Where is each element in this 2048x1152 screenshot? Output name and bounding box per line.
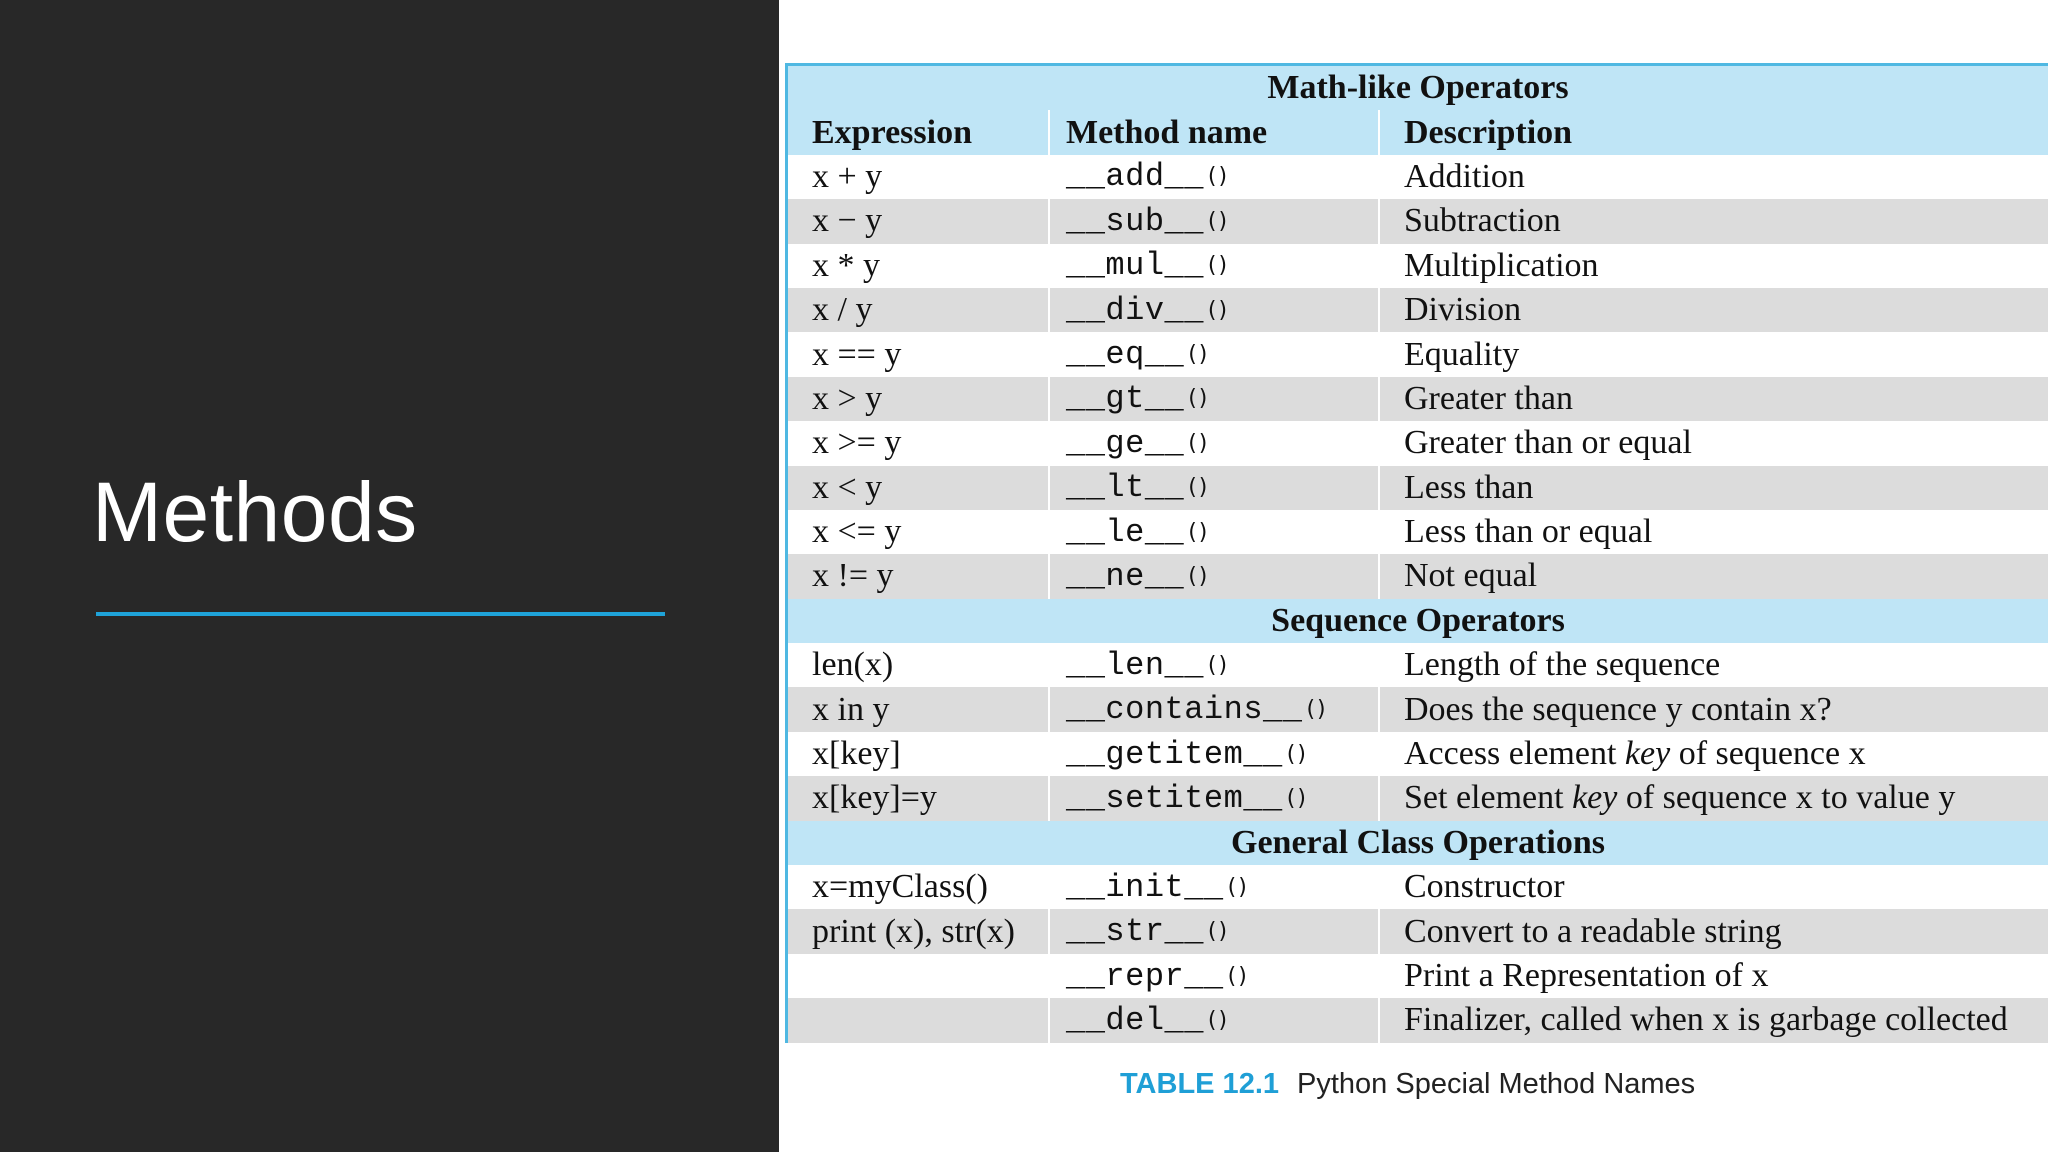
table-row [788,865,2048,909]
description-cell: Greater than [1378,377,2048,421]
table-row [788,554,2048,598]
method-name: __init__ [1066,868,1224,906]
method-parens: () [1188,563,1210,589]
method-name-cell [1048,909,1378,953]
description-cell: Multiplication [1378,244,2048,288]
method-parens: () [1207,208,1230,234]
expression-cell: x + y [812,157,883,195]
expression-cell: x / y [812,291,873,329]
expression-cell: x * y [812,246,880,284]
method-name-cell [1048,998,1378,1042]
method-name: __str__ [1066,913,1204,951]
method-parens: () [1207,652,1230,678]
description-cell: Less than [1378,466,2048,510]
table-caption-label: TABLE 12.1 [1120,1068,1280,1100]
table-row [788,155,2048,199]
table-row [788,909,2048,953]
description-cell: Length of the sequence [1378,643,2048,687]
method-name-cell [1048,377,1378,421]
expression-cell: x > y [812,379,883,417]
method-name-cell [1048,466,1378,510]
method-name: __contains__ [1066,691,1303,729]
table-section-header: General Class Operations [788,821,2048,865]
method-parens: () [1188,475,1210,501]
description-cell: Does the sequence y contain x? [1378,687,2048,731]
method-name: __getitem__ [1066,735,1283,773]
method-name-cell [1048,199,1378,243]
method-name: __le__ [1066,513,1185,551]
method-name: __ne__ [1066,557,1185,595]
method-parens: () [1188,342,1210,368]
expression-cell: x[key] [812,735,901,773]
column-header-method-name: Method name [1048,110,1378,154]
method-name: __gt__ [1066,380,1185,418]
expression-cell: x − y [812,202,883,240]
method-parens: () [1188,519,1210,545]
method-name-cell [1048,155,1378,199]
title-underline [96,612,665,616]
method-parens: () [1306,697,1328,723]
method-parens: () [1286,741,1308,767]
method-name: __del__ [1066,1001,1204,1039]
table-row [788,377,2048,421]
table-row [788,244,2048,288]
method-name: __len__ [1066,646,1204,684]
expression-cell: x <= y [812,513,902,551]
expression-cell: x < y [812,468,883,506]
table-row [788,421,2048,465]
description-cell: Finalizer, called when x is garbage collected [1378,998,2048,1042]
description-cell: Convert to a readable string [1378,909,2048,953]
method-name-cell [1048,332,1378,376]
column-header-expression: Expression [812,113,972,151]
method-parens: () [1207,297,1230,323]
method-parens: () [1207,919,1230,945]
description-cell: Access element key of sequence x [1378,732,2048,776]
method-name: __setitem__ [1066,779,1283,817]
description-cell: Equality [1378,332,2048,376]
table-row [788,466,2048,510]
method-parens: () [1207,1007,1230,1033]
method-name-cell [1048,732,1378,776]
method-name-cell [1048,687,1378,731]
table-section-header: Math-like Operators [788,66,2048,110]
description-cell: Print a Representation of x [1378,954,2048,998]
expression-cell: print (x), str(x) [812,912,1016,950]
description-cell: Subtraction [1378,199,2048,243]
table-row [788,199,2048,243]
description-cell: Less than or equal [1378,510,2048,554]
table-caption-text: Python Special Method Names [1297,1068,1696,1100]
description-cell: Division [1378,288,2048,332]
special-methods-table [785,63,2048,1043]
method-name-cell [1048,288,1378,332]
table-row [788,288,2048,332]
expression-cell: x == y [812,335,902,373]
title-panel [0,0,779,1152]
expression-cell: x=myClass() [812,868,988,906]
method-name: __repr__ [1066,957,1224,995]
method-name: __sub__ [1066,202,1204,240]
method-name: __add__ [1066,158,1204,196]
description-cell: Not equal [1378,554,2048,598]
method-name-cell [1048,954,1378,998]
expression-cell [788,954,1048,998]
table-row [788,776,2048,820]
table-section-header: Sequence Operators [788,599,2048,643]
table-caption [1120,1068,1695,1101]
method-name-cell [1048,510,1378,554]
key-emphasis: key [1572,779,1618,817]
expression-cell [788,998,1048,1042]
method-name-cell [1048,865,1378,909]
description-cell: Set element key of sequence x to value y [1378,776,2048,820]
description-cell: Addition [1378,155,2048,199]
method-parens: () [1207,164,1230,190]
method-name-cell [1048,421,1378,465]
method-name: __mul__ [1066,247,1204,285]
expression-cell: x >= y [812,424,902,462]
description-cell: Greater than or equal [1378,421,2048,465]
method-name-cell [1048,244,1378,288]
method-name-cell [1048,776,1378,820]
method-parens: () [1188,386,1210,412]
table-row [788,510,2048,554]
method-parens: () [1188,430,1210,456]
table-row [788,687,2048,731]
method-parens: () [1286,785,1308,811]
table-row [788,332,2048,376]
method-parens: () [1227,963,1249,989]
table-row [788,643,2048,687]
column-header-description: Description [1378,110,2048,154]
slide-title: Methods [92,465,418,559]
expression-cell: x in y [812,690,890,728]
table-column-header-row [788,110,2048,154]
method-name: __ge__ [1066,424,1185,462]
method-parens: () [1227,874,1249,900]
method-name: __lt__ [1066,469,1185,507]
method-name-cell [1048,554,1378,598]
method-name: __div__ [1066,291,1204,329]
table-row [788,998,2048,1042]
description-cell: Constructor [1378,865,2048,909]
method-name-cell [1048,643,1378,687]
method-name: __eq__ [1066,336,1185,374]
table-row [788,732,2048,776]
key-emphasis: key [1624,735,1671,773]
expression-cell: x != y [812,557,894,595]
table-row [788,954,2048,998]
method-parens: () [1207,253,1230,279]
expression-cell: len(x) [812,646,894,684]
expression-cell: x[key]=y [812,779,937,817]
